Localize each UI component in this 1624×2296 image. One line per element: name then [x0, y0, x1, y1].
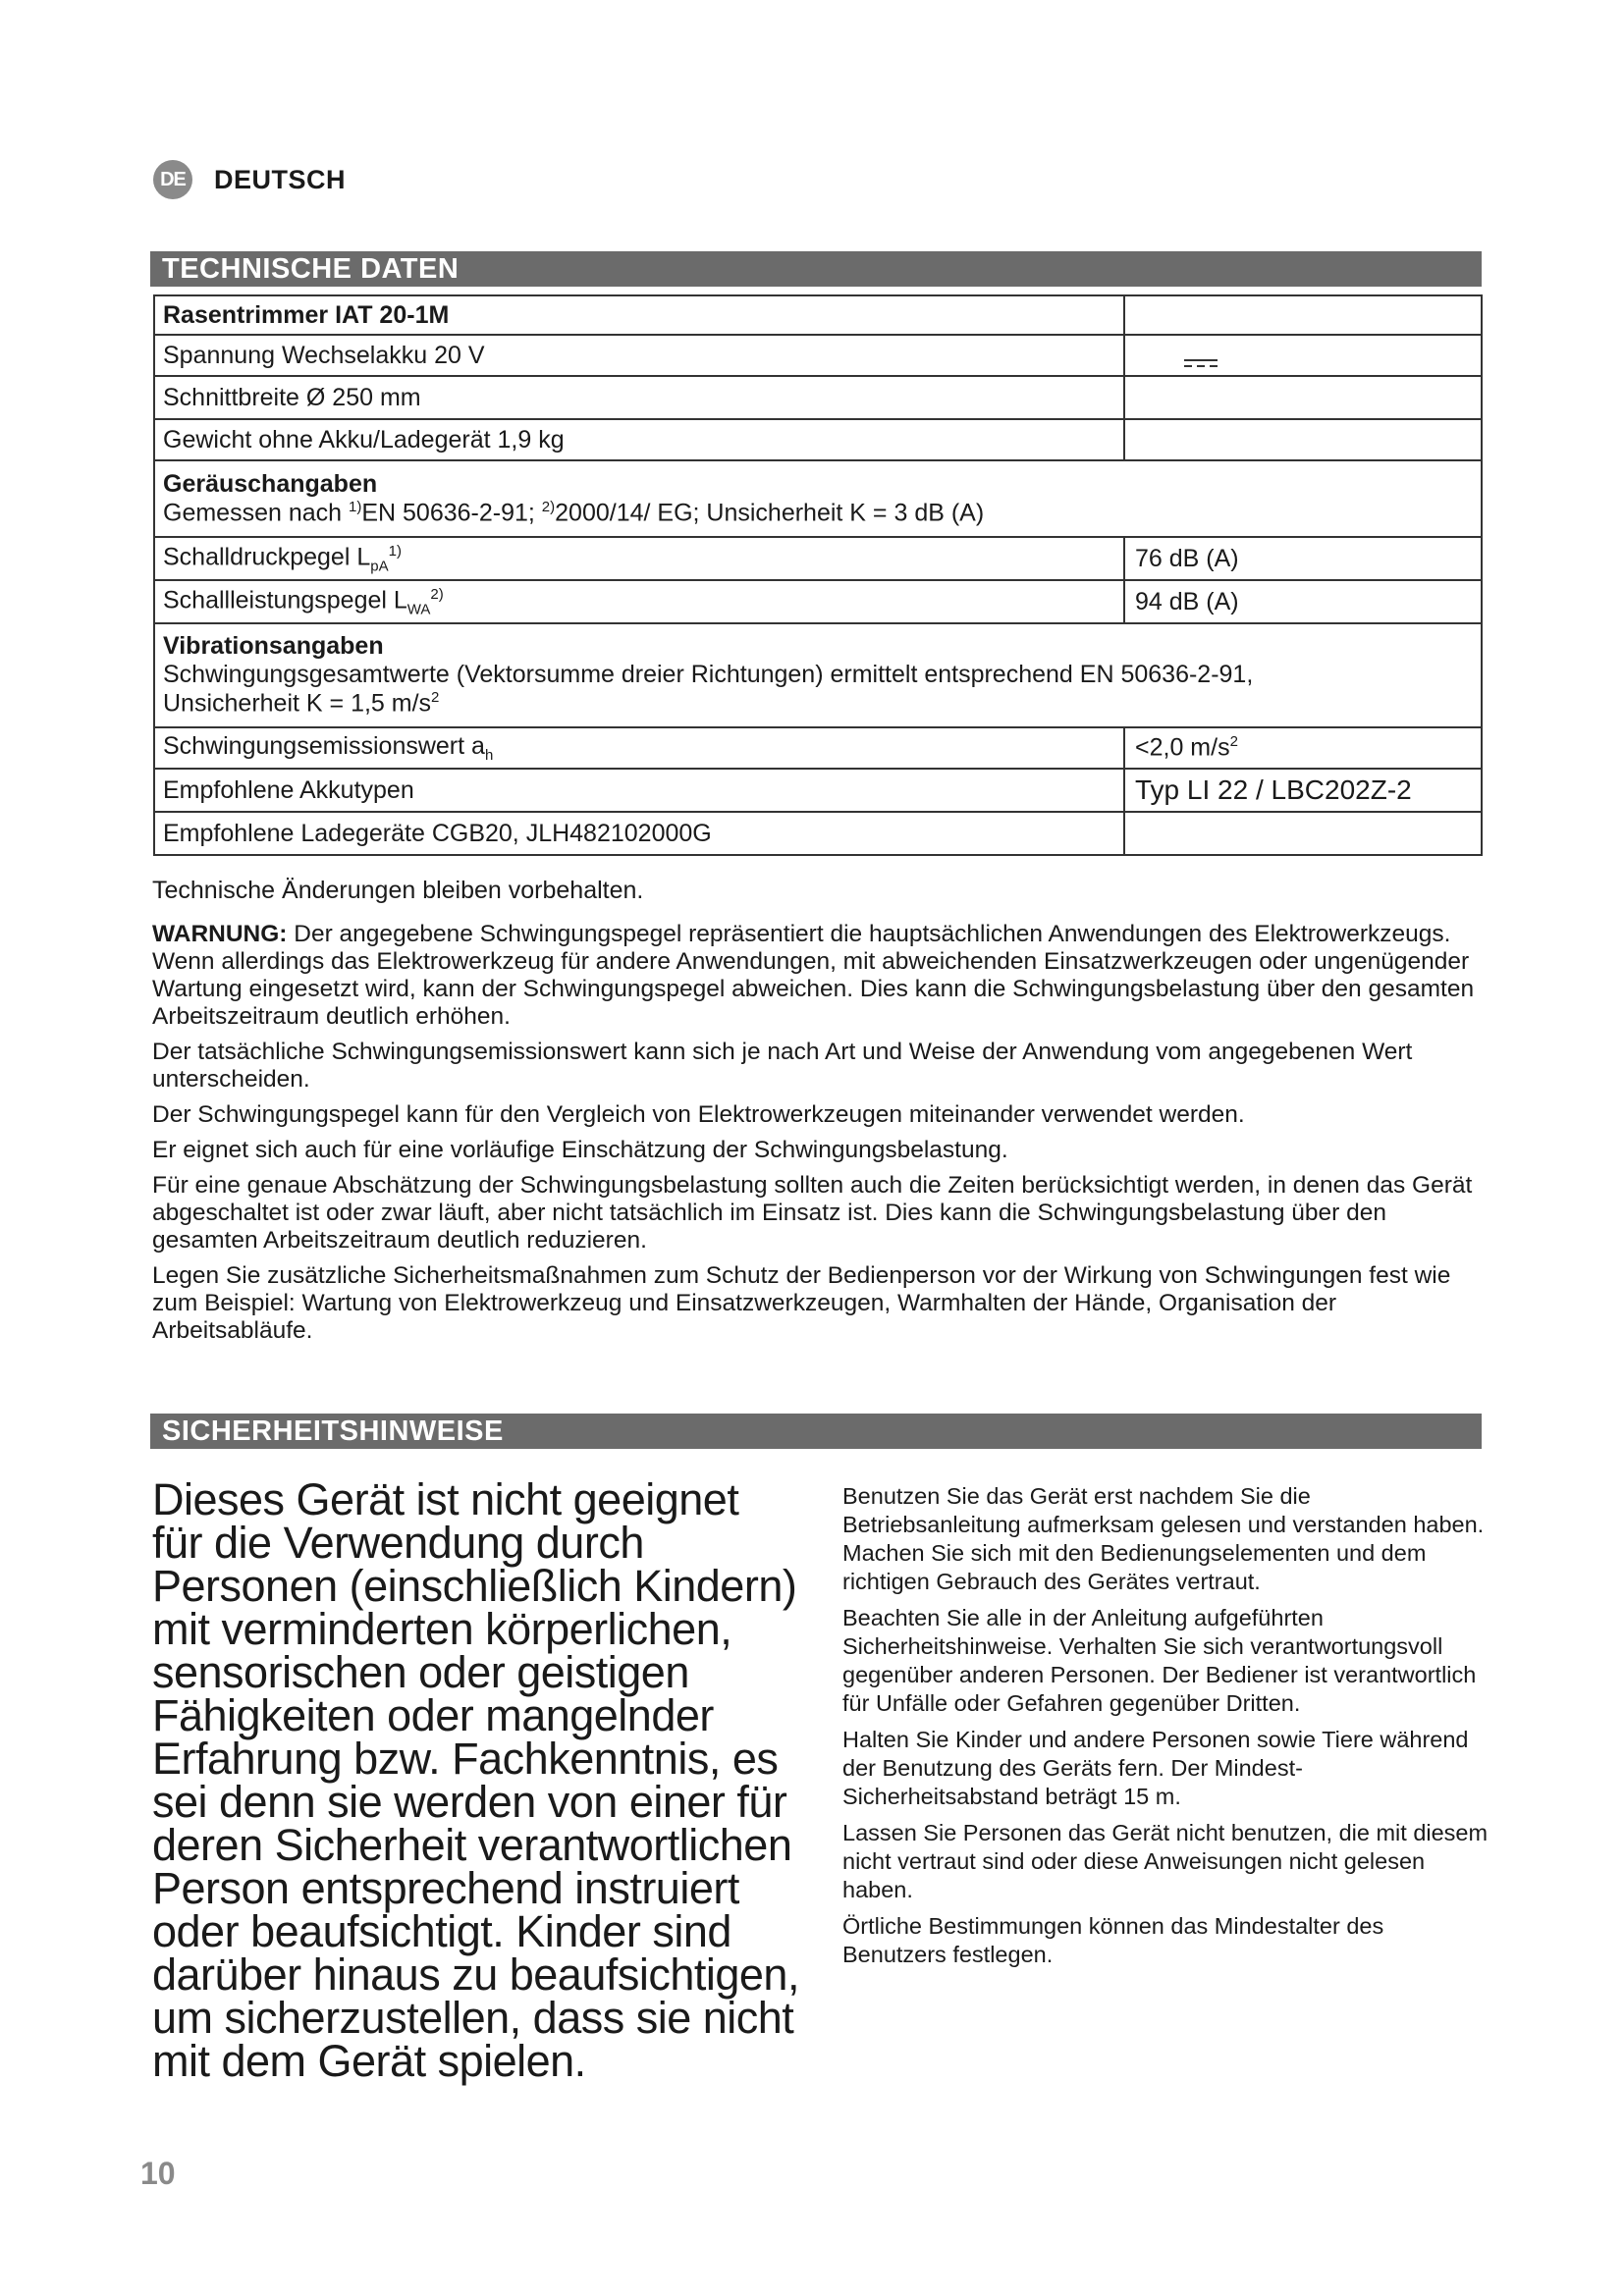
sound-power-value: 94 dB (A) — [1124, 580, 1482, 623]
vibration-text-line2: Unsicherheit K = 1,5 $m/s^2$ — [163, 689, 440, 718]
table-row — [154, 376, 1482, 419]
table-row — [154, 769, 1482, 812]
warning-paragraph: Er eignet sich auch für eine vorläufige Einschätzung der Schwingungsbelastung. — [152, 1137, 1008, 1163]
sound-pressure-label: Schalldruckpegel $L_{pA}^{1)}$ — [154, 537, 1124, 580]
page-number: 10 — [140, 2156, 176, 2191]
warning-paragraph: Legen Sie zusätzliche Sicherheitsmaßnahmen zum Schutz der Bedienperson vor der Wirkung von Schwingungen fest wie zum Beispiel: Wartung von Elektrowerkzeug und Einsatzwerkzeugen, Warmhalten der Hände, Organisation der Arbeitsabläufe. — [152, 1262, 1451, 1344]
table-row — [154, 580, 1482, 623]
battery-types-value: Typ LI 22 / LBC202Z-2 — [1124, 769, 1482, 812]
vibration-emission-label: Schwingungsemissionswert $a_h$ — [154, 727, 1124, 769]
table-row — [154, 812, 1482, 855]
warning-paragraph: WARNUNG: Der angegebene Schwingungspegel repräsentiert die hauptsächlichen Anwendungen des Elektrowerkzeugs. Wenn allerdings das Elektrowerkzeug für andere Anwendungen, mit abweichenden Einsatzwerkzeugen oder ungenügender Wartung eingesetzt wird, kann der Schwingungspegel abweichen. Dies kann die Schwingungsbelastung über den gesamten Arbeitszeitraum deutlich erhöhen. — [152, 921, 1475, 1030]
safety-paragraph: Örtliche Bestimmungen können das Mindestalter des Benutzers festlegen. — [842, 1913, 1384, 1967]
sound-pressure-value: 76 dB (A) — [1124, 537, 1482, 580]
vibration-info-cell — [154, 623, 1482, 727]
noise-heading: Geräuschangaben — [163, 469, 378, 498]
model-name: Rasentrimmer IAT 20-1M — [154, 295, 1124, 335]
table-row — [154, 460, 1482, 537]
table-row — [154, 727, 1482, 769]
safety-main-warning: Dieses Gerät ist nicht geeignet für die Verwendung durch Personen (einschließlich Kindern) mit verminderten körperlichen, sensorischen oder geistigen Fähigkeiten oder mangelnder Erfahrung bzw. Fachkenntnis, es sei denn sie werden von einer für deren Sicherheit verantwortlichen Person entsprechend instruiert oder beaufsichtigt. Kinder sind darüber hinaus zu beaufsichtigen, um sicherzustellen, dass sie nicht mit dem Gerät spielen. — [152, 1474, 799, 2086]
noise-measured-text: Gemessen nach $^{1)}$EN 50636-2-91; $^{2)}$2000/14/ EG; Unsicherheit K = 3 dB (A) — [163, 498, 985, 527]
voltage-label: Spannung Wechselakku 20 V — [154, 335, 1124, 376]
safety-paragraph: Halten Sie Kinder und andere Personen sowie Tiere während der Benutzung des Geräts fern. Der Mindest-Sicherheitsabstand beträgt 15 m. — [842, 1727, 1469, 1809]
technical-changes-note: Technische Änderungen bleiben vorbehalten. — [152, 877, 644, 904]
section-title-safety: SICHERHEITSHINWEISE — [150, 1414, 1482, 1449]
vibration-text-line1: Schwingungsgesamtwerte (Vektorsumme dreier Richtungen) ermittelt entsprechend EN 50636-2-91, — [163, 661, 1254, 689]
warning-block — [152, 921, 1488, 1353]
warning-paragraph: Der tatsächliche Schwingungsemissionswert kann sich je nach Art und Weise der Anwendung vom angegebenen Wert unterscheiden. — [152, 1039, 1413, 1093]
language-indicator — [153, 160, 346, 199]
technical-data-table — [153, 294, 1483, 856]
language-badge: DE — [153, 160, 192, 199]
cut-width: Schnittbreite Ø 250 mm — [154, 376, 1124, 419]
battery-types-label: Empfohlene Akkutypen — [154, 769, 1124, 812]
safety-paragraph: Benutzen Sie das Gerät erst nachdem Sie die Betriebsanleitung aufmerksam gelesen und verstanden haben. Machen Sie sich mit den Bedienungselementen und dem richtigen Gebrauch des Gerätes vertraut. — [842, 1483, 1485, 1594]
warning-paragraph: Der Schwingungspegel kann für den Vergleich von Elektrowerkzeugen miteinander verwendet werden. — [152, 1101, 1245, 1128]
table-row — [154, 537, 1482, 580]
sound-power-label: Schallleistungspegel $L_{WA}^{2)}$ — [154, 580, 1124, 623]
section-title-technical-data: TECHNISCHE DATEN — [150, 251, 1482, 287]
warning-paragraph: Für eine genaue Abschätzung der Schwingungsbelastung sollten auch die Zeiten berücksichtigt werden, in denen das Gerät abgeschaltet ist oder zwar läuft, aber nicht tatsächlich im Einsatz ist. Dies kann die Schwingungsbelastung über den gesamten Arbeitszeitraum deutlich reduzieren. — [152, 1172, 1473, 1254]
language-label: DEUTSCH — [214, 164, 347, 194]
noise-info-cell — [154, 460, 1482, 537]
chargers-label: Empfohlene Ladegeräte CGB20, JLH482102000G — [154, 812, 1124, 855]
direct-current-icon — [1184, 359, 1218, 369]
safety-paragraph: Lassen Sie Personen das Gerät nicht benutzen, die mit diesem nicht vertraut sind oder diese Anweisungen nicht gelesen haben. — [842, 1820, 1489, 1902]
table-row — [154, 419, 1482, 460]
safety-paragraph: Beachten Sie alle in der Anleitung aufgeführten Sicherheitshinweise. Verhalten Sie sich verantwortungsvoll gegenüber anderen Personen. Der Bediener ist verantwortlich für Unfälle oder Gefahren gegenüber Dritten. — [842, 1605, 1477, 1716]
weight: Gewicht ohne Akku/Ladegerät 1,9 kg — [154, 419, 1124, 460]
vibration-heading: Vibrationsangaben — [163, 632, 384, 661]
table-row — [154, 623, 1482, 727]
table-row — [154, 335, 1482, 376]
vibration-emission-value: <2,0 $m/s^2$ — [1124, 727, 1482, 769]
safety-instructions — [842, 1482, 1490, 1977]
table-row — [154, 295, 1482, 335]
